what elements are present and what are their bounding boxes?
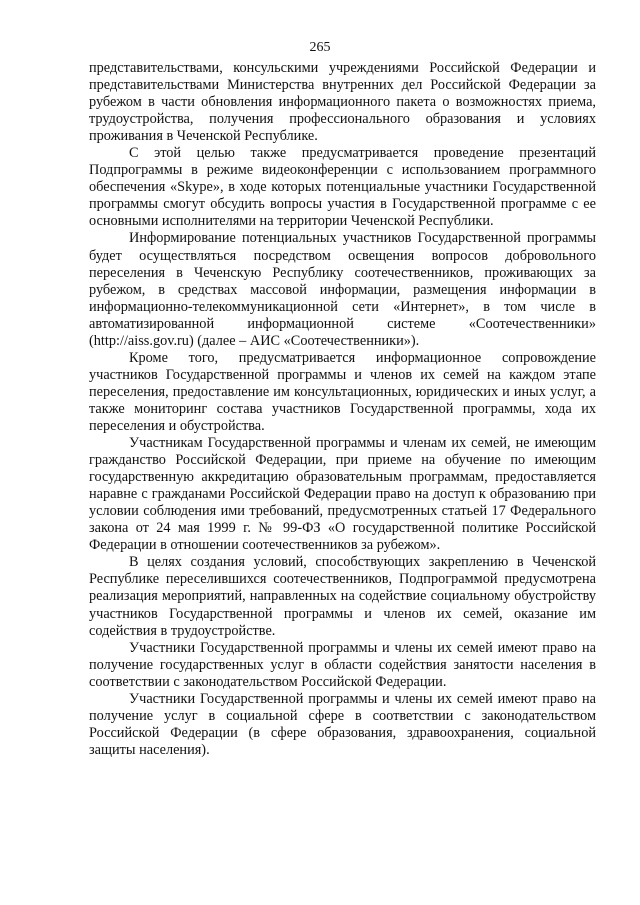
paragraph: Участники Государственной программы и члены их семей имеют право на получение услуг в социальной сфере в соответствии с законодательством Российской Федерации (в сфере образования, здравоохранения, социальной защиты населения). [89,690,596,758]
paragraph: Участники Государственной программы и члены их семей имеют право на получение государственных услуг в области содействия занятости населения в соответствии с законодательством Российской Федерации. [89,639,596,690]
body-text [89,60,596,759]
paragraph: Кроме того, предусматривается информационное сопровождение участников Государственной программы и членов их семей на каждом этапе переселения, предоставление им консультационных, юридических и иных услуг, а также мониторинг состава участников Государственной программы, хода их переселения и обустройства. [89,349,596,434]
paragraph: Информирование потенциальных участников Государственной программы будет осуществляться посредством освещения вопросов добровольного переселения в Чеченскую Республику соотечественников, проживающих за рубежом, в средствах массовой информации, размещения информации в информационно-телекоммуникационной сети «Интернет», в том числе в автоматизированной информационной системе «Соотечественники» (http://aiss.gov.ru) (далее – АИС «Соотечественники»). [89,230,596,349]
paragraph: С этой целью также предусматривается проведение презентаций Подпрограммы в режиме видеоконференции с использованием программного обеспечения «Skype», в ходе которых потенциальные участники Государственной программы смогут обсудить вопросы участия в Государственной программе с ее основными исполнителями на территории Чеченской Республики. [89,145,596,230]
paragraph: представительствами, консульскими учреждениями Российской Федерации и представительствами Министерства внутренних дел Российской Федерации за рубежом в части обновления информационного пакета о возможностях приема, трудоустройства, получения профессионального образования и условиях проживания в Чеченской Республике. [89,60,596,145]
page-number: 265 [309,40,331,55]
paragraph: Участникам Государственной программы и членам их семей, не имеющим гражданство Российской Федерации, при приеме на обучение по имеющим государственную аккредитацию образовательным программам, предоставляется наравне с гражданами Российской Федерации право на доступ к образованию при условии соблюдения ими требований, предусмотренных статьей 17 Федерального закона от 24 мая 1999 г. № 99-ФЗ «О государственной политике Российской Федерации в отношении соотечественников за рубежом». [89,435,596,554]
paragraph: В целях создания условий, способствующих закреплению в Чеченской Республике переселившихся соотечественников, Подпрограммой предусмотрена реализация мероприятий, направленных на содействие социальному обустройству участников Государственной программы и членов их семей, оказание им содействия в трудоустройстве. [89,554,596,639]
